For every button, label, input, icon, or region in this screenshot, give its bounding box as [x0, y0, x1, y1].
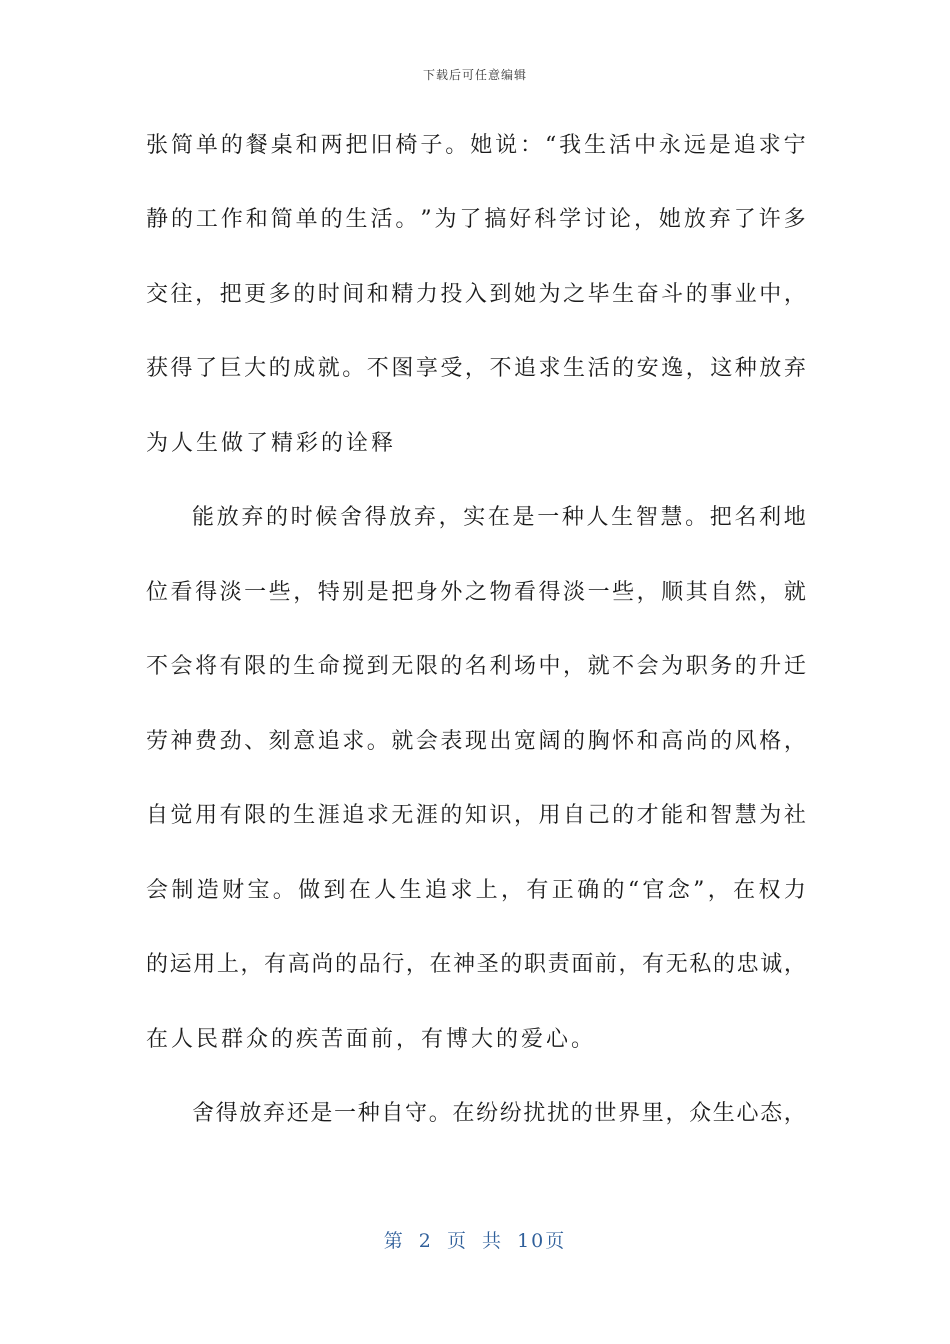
current-page-number: 2 [418, 1230, 433, 1252]
total-pages: 10页 [517, 1230, 567, 1252]
text-line: 的 运 用 上 ， 有 高 尚 的 品 行 ， 在 神 圣 的 职 责 面 前 ， 有 无 私 的 忠 诚 ， [146, 952, 806, 977]
text-line: 为人生做了精彩的诠释 [146, 431, 397, 456]
text-line: 在人民群众的疾苦面前，有博大的爱心。 [146, 1027, 597, 1052]
text-line: 张 简 单 的 餐 桌 和 两 把 旧 椅 子 。 她 说 ： “ 我 生 活 中 永 远 是 追 求 宁 [146, 133, 806, 158]
text-line: 获 得 了 巨 大 的 成 就 。 不 图 享 受 ， 不 追 求 生 活 的 安 逸 ， 这 种 放 弃 [146, 356, 806, 381]
text-line: 自 觉 用 有 限 的 生 涯 追 求 无 涯 的 知 识 ， 用 自 己 的 才 能 和 智 慧 为 社 [146, 803, 806, 828]
text-line: 会 制 造 财 宝 。 做 到 在 人 生 追 求 上 ， 有 正 确 的 “ 官 念 ” ， 在 权 力 [146, 878, 806, 903]
footer-total-prefix: 共 [482, 1230, 504, 1252]
header-note: 下载后可任意编辑 [422, 68, 527, 82]
text-line: 能 放 弃 的 时 候 舍 得 放 弃 ， 实 在 是 一 种 人 生 智 慧 。 把 名 利 地 [192, 505, 806, 530]
text-line: 位 看 得 淡 一 些 ， 特 别 是 把 身 外 之 物 看 得 淡 一 些 ， 顺 其 自 然 ， 就 [146, 580, 806, 605]
footer-prefix: 第 [383, 1230, 405, 1252]
text-line: 交 往 ， 把 更 多 的 时 间 和 精 力 投 入 到 她 为 之 毕 生 奋 斗 的 事 业 中 ， [146, 282, 806, 307]
footer-page-word: 页 [446, 1230, 468, 1252]
text-line: 舍 得 放 弃 还 是 一 种 自 守 。 在 纷 纷 扰 扰 的 世 界 里 ， 众 生 心 态 ， [192, 1101, 806, 1126]
text-line: 静 的 工 作 和 简 单 的 生 活 。 ” 为 了 搞 好 科 学 讨 论 ， 她 放 弃 了 许 多 [146, 207, 806, 232]
text-line: 不 会 将 有 限 的 生 命 搅 到 无 限 的 名 利 场 中 ， 就 不 会 为 职 务 的 升 迁 [146, 654, 806, 679]
text-line: 劳 神 费 劲 、 刻 意 追 求 。 就 会 表 现 出 宽 阔 的 胸 怀 和 高 尚 的 风 格 ， [146, 729, 806, 754]
page-footer [0, 1226, 950, 1253]
